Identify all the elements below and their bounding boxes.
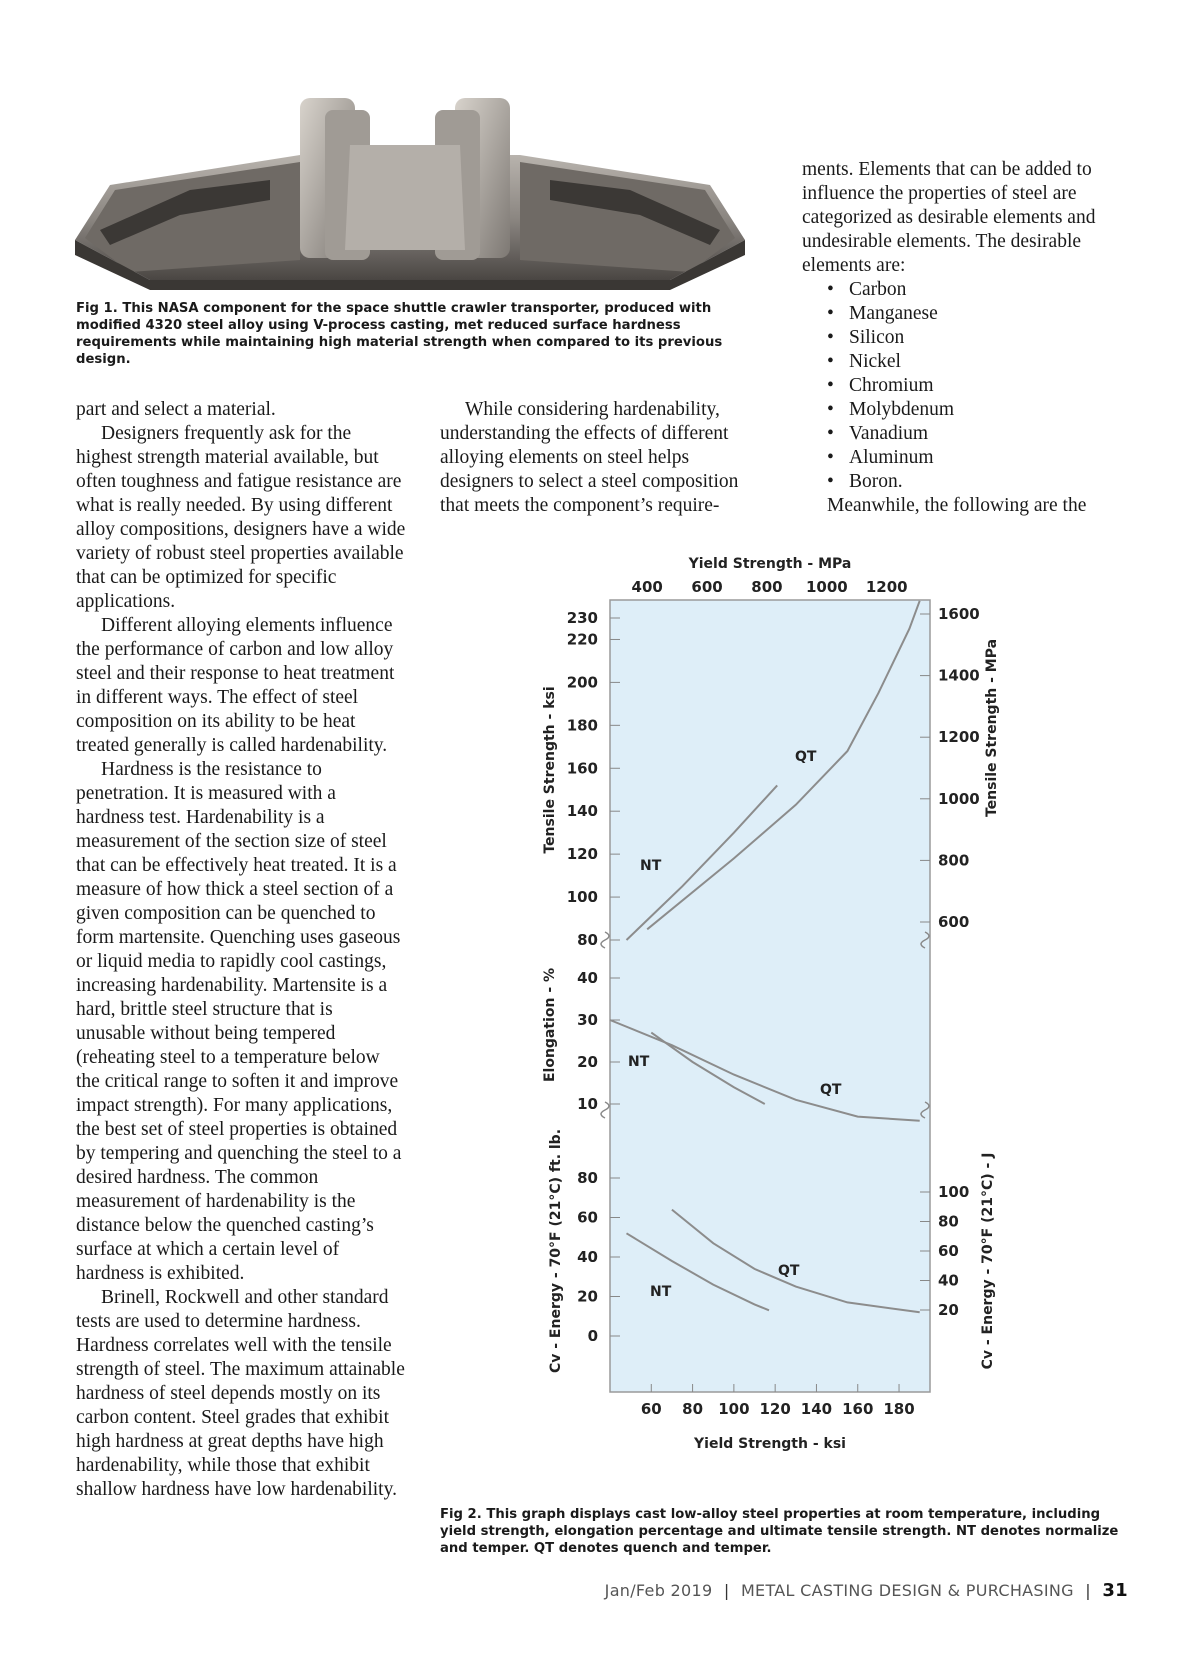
x-tick-label: 80 (682, 1400, 704, 1418)
y-tick-label: 0 (587, 1327, 598, 1345)
y-right-tick-label: 1200 (938, 728, 980, 747)
y-axis-title: Tensile Strength - ksi (542, 686, 558, 854)
y-right-tick-label: 60 (938, 1242, 959, 1260)
top-tick-label: 1200 (865, 578, 908, 596)
list-item: • Aluminum (827, 446, 1142, 470)
y-right-tick-label: 100 (938, 1183, 970, 1201)
top-tick-label: 600 (691, 578, 723, 596)
paragraph: Hardness is the resistance to penetration. It is measured with a hardness test. Hardenability is a measurement of the section size of steel that can be effectively heat treated. It is a measure of how thick a steel section of a given composition can be quenched to form martensite. Quenching uses gaseous or liquid media to rapidly cool castings, increasing hardenability. Martensite is a hard, brittle steel structure that is unusable without being tempered (reheating steel to a temperature below the critical range to soften it and improve impact strength). For many applications, the best set of steel properties is obtained by tempering and quenching the steel to a desired hardness. The common measurement of hardenability is the distance below the quenched casting’s surface at which a certain level of hardness is exhibited. (76, 759, 402, 1284)
footer-separator: | (723, 1581, 730, 1600)
y-right-tick-label: 800 (938, 851, 970, 870)
list-item: • Carbon (827, 278, 1142, 302)
y-tick-label: 60 (577, 1208, 598, 1227)
paragraph: While considering hardenability, understanding the effects of different alloying elements on steel helps designers to select a steel composition that meets the component’s require- (440, 399, 739, 516)
paragraph: Different alloying elements influence the performance of carbon and low alloy steel and their response to heat treatment in different ways. The effect of steel composition on its ability to be heat treated generally is called hardenability. (76, 615, 395, 756)
series-label-qt: QT (778, 1263, 800, 1279)
body-column-2 (440, 398, 760, 518)
y-tick-label: 10 (577, 1095, 598, 1113)
x-tick-label: 140 (800, 1400, 833, 1418)
x-tick-label: 120 (759, 1400, 791, 1418)
series-label-nt: NT (628, 1054, 650, 1070)
paragraph: part and select a material. (76, 399, 276, 420)
y-right-tick-label: 80 (938, 1212, 959, 1231)
y-tick-label: 20 (577, 1053, 598, 1071)
y-right-tick-label: 40 (938, 1271, 959, 1290)
y-axis-title: Elongation - % (542, 967, 558, 1083)
y-tick-label: 20 (577, 1287, 598, 1306)
figure-2-caption: Fig 2. This graph displays cast low-alloy steel properties at room temperature, including yield strength, elongation percentage and ultimate tensile strength. NT denotes normalize and temper. QT denotes quench and temper. (440, 1507, 1119, 1556)
list-item: • Vanadium (827, 422, 1142, 446)
y-tick-label: 80 (577, 931, 598, 949)
figure-1-caption: Fig 1. This NASA component for the space shuttle crawler transporter, produced with modified 4320 steel alloy using V-process casting, met reduced surface hardness requirements while maintaining high material strength when compared to its previous design. (76, 301, 723, 367)
y-axis-title: Cv - Energy - 70°F (21°C) ft. lb. (548, 1128, 564, 1374)
list-item: • Silicon (827, 326, 1142, 350)
y-tick-label: 220 (566, 630, 598, 649)
series-label-nt: NT (650, 1284, 672, 1300)
page-footer (605, 1580, 1128, 1601)
y-right-axis-title: Tensile Strength - MPa (984, 638, 1000, 818)
y-tick-label: 120 (566, 845, 598, 864)
body-column-3 (802, 158, 1142, 518)
page-number: 31 (1102, 1580, 1128, 1601)
y-right-tick-label: 600 (938, 913, 970, 931)
paragraph: ments. Elements that can be added to influence the properties of steel are categorized as desirable elements and undesirable elements. The desirable elements are: (802, 159, 1096, 276)
series-label-qt: QT (820, 1082, 842, 1098)
y-tick-label: 140 (566, 802, 598, 821)
chart-svg (530, 548, 1050, 1468)
paragraph: Brinell, Rockwell and other standard tests are used to determine hardness. Hardness correlates well with the tensile strength of steel. The maximum attainable hardness of steel depends mostly on its carbon content. Steel grades that exhibit high hardness at great depths have high hardenability, while those that exhibit shallow hardness have low hardenability. (76, 1287, 405, 1500)
top-tick-label: 1000 (805, 578, 848, 596)
axis-break-mark (601, 1102, 609, 1118)
y-right-tick-label: 20 (938, 1301, 959, 1319)
y-right-axis-title: Cv - Energy - 70°F (21°C) - J (980, 1152, 996, 1370)
y-tick-label: 100 (566, 888, 598, 907)
series-label-qt: QT (795, 749, 817, 765)
top-axis-title: Yield Strength - MPa (688, 556, 852, 572)
y-tick-label: 180 (566, 716, 598, 735)
paragraph: Meanwhile, the following are the (827, 495, 1087, 516)
y-tick-label: 30 (577, 1011, 598, 1029)
y-tick-label: 230 (566, 609, 598, 627)
plot-area (610, 600, 930, 1392)
series-label-nt: NT (640, 858, 662, 874)
list-item: • Boron. (827, 470, 1142, 494)
x-tick-label: 100 (718, 1400, 750, 1418)
publication-name: METAL CASTING DESIGN & PURCHASING (740, 1581, 1074, 1600)
paragraph: Designers frequently ask for the highest strength material available, but often toughness and fatigue resistance are what is really needed. By using different alloy compositions, designers have a wide variety of robust steel properties available that can be optimized for specific applications. (76, 423, 406, 612)
top-tick-label: 400 (631, 578, 663, 596)
list-item: • Chromium (827, 374, 1142, 398)
y-right-tick-label: 1000 (938, 789, 980, 808)
y-right-tick-label: 1600 (938, 605, 980, 623)
top-tick-label: 800 (751, 578, 783, 596)
y-tick-label: 160 (566, 759, 598, 778)
list-item: • Molybdenum (827, 398, 1142, 422)
y-tick-label: 40 (577, 1248, 598, 1266)
list-item: • Manganese (827, 302, 1142, 326)
axis-break-mark (601, 932, 609, 948)
list-item: • Nickel (827, 350, 1142, 374)
x-tick-label: 180 (883, 1400, 915, 1418)
desirable-elements-list (802, 278, 1142, 494)
y-right-tick-label: 1400 (938, 666, 980, 685)
body-column-1 (76, 398, 406, 1502)
crawler-component-photo (70, 90, 750, 295)
issue-date: Jan/Feb 2019 (604, 1581, 713, 1600)
x-tick-label: 60 (640, 1400, 662, 1418)
y-tick-label: 40 (577, 969, 598, 987)
x-tick-label: 160 (842, 1400, 874, 1418)
y-tick-label: 200 (566, 673, 598, 692)
steel-properties-chart (530, 548, 1050, 1468)
bottom-axis-title: Yield Strength - ksi (694, 1436, 846, 1452)
footer-separator: | (1085, 1581, 1091, 1600)
y-tick-label: 80 (577, 1169, 598, 1187)
crawler-component-image (70, 90, 750, 295)
